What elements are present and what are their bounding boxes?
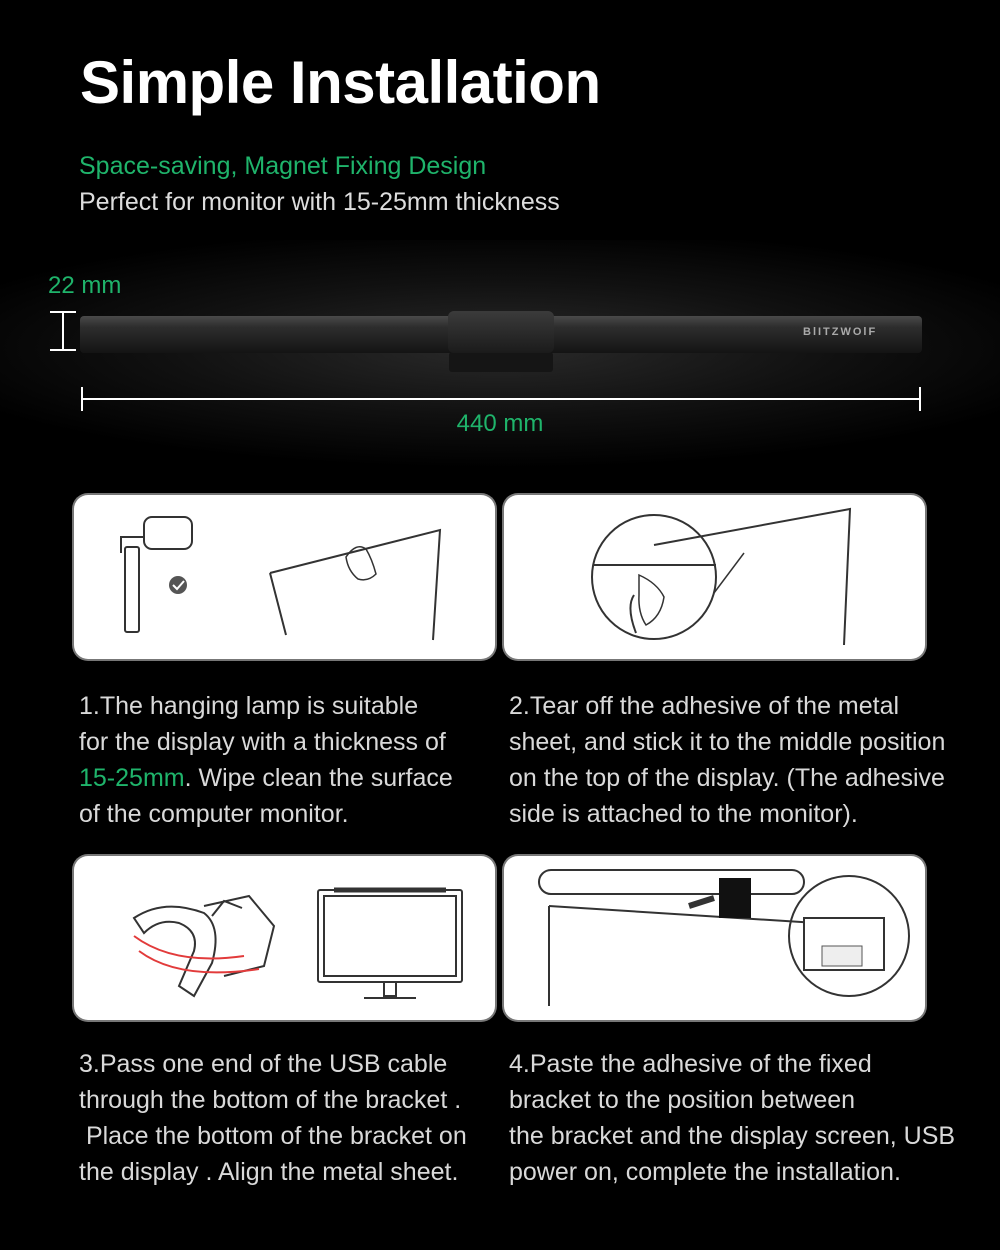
height-dimension-cap-top (50, 311, 76, 313)
length-dimension-label: 440 mm (456, 410, 544, 437)
step-1-line-3 (79, 760, 499, 796)
step-3-line-3: Place the bottom of the bracket on (79, 1122, 467, 1150)
step-4-illustration (504, 856, 925, 1020)
step-1-line-4: of the computer monitor. (79, 800, 349, 828)
subtitle: Space-saving, Magnet Fixing Design (79, 152, 487, 180)
step-3-line-2: through the bottom of the bracket . (79, 1086, 462, 1114)
lamp-clip (448, 311, 554, 353)
step-4-line-3: the bracket and the display screen, USB (509, 1122, 956, 1150)
step-1-line-2: for the display with a thickness of (79, 728, 446, 756)
step-3-caption (79, 1046, 499, 1190)
bracket-cable-drawing (74, 856, 495, 1020)
step-2-line-1: 2.Tear off the adhesive of the metal (509, 692, 900, 720)
lamp-clip-lower (449, 352, 553, 372)
adhesive-sheet-drawing (504, 495, 925, 659)
step-1-line-3-rest: . Wipe clean the surface (184, 764, 453, 792)
bracket-and-monitor-drawing (74, 495, 495, 659)
step-2-line-3: on the top of the display. (The adhesive (509, 764, 945, 792)
step-1-line-1: 1.The hanging lamp is suitable (79, 692, 419, 720)
height-dimension-label: 22 mm (48, 272, 122, 299)
brand-logo: BlITZWOlF (803, 326, 878, 338)
height-dimension-cap-bottom (50, 349, 76, 351)
step-2-caption (509, 688, 959, 832)
step-1-caption (79, 688, 499, 832)
step-4-line-2: bracket to the position between (509, 1086, 856, 1114)
height-dimension-line (62, 311, 64, 351)
step-3-line-4: the display . Align the metal sheet. (79, 1158, 459, 1186)
length-dimension-line (82, 398, 920, 400)
length-dimension-cap-right (919, 387, 921, 411)
step-4-line-1: 4.Paste the adhesive of the fixed (509, 1050, 872, 1078)
step-1-illustration (74, 495, 495, 659)
description: Perfect for monitor with 15-25mm thickness (79, 188, 560, 216)
step-4-caption (509, 1046, 959, 1190)
step-2-illustration (504, 495, 925, 659)
step-4-line-4: power on, complete the installation. (509, 1158, 901, 1186)
final-installation-drawing (504, 856, 925, 1020)
length-dimension-cap-left (81, 387, 83, 411)
step-3-line-1: 3.Pass one end of the USB cable (79, 1050, 448, 1078)
step-2-line-4: side is attached to the monitor). (509, 800, 858, 828)
step-3-illustration (74, 856, 495, 1020)
page-title: Simple Installation (80, 49, 601, 116)
thickness-highlight: 15-25mm (79, 764, 185, 792)
step-2-line-2: sheet, and stick it to the middle position (509, 728, 946, 756)
